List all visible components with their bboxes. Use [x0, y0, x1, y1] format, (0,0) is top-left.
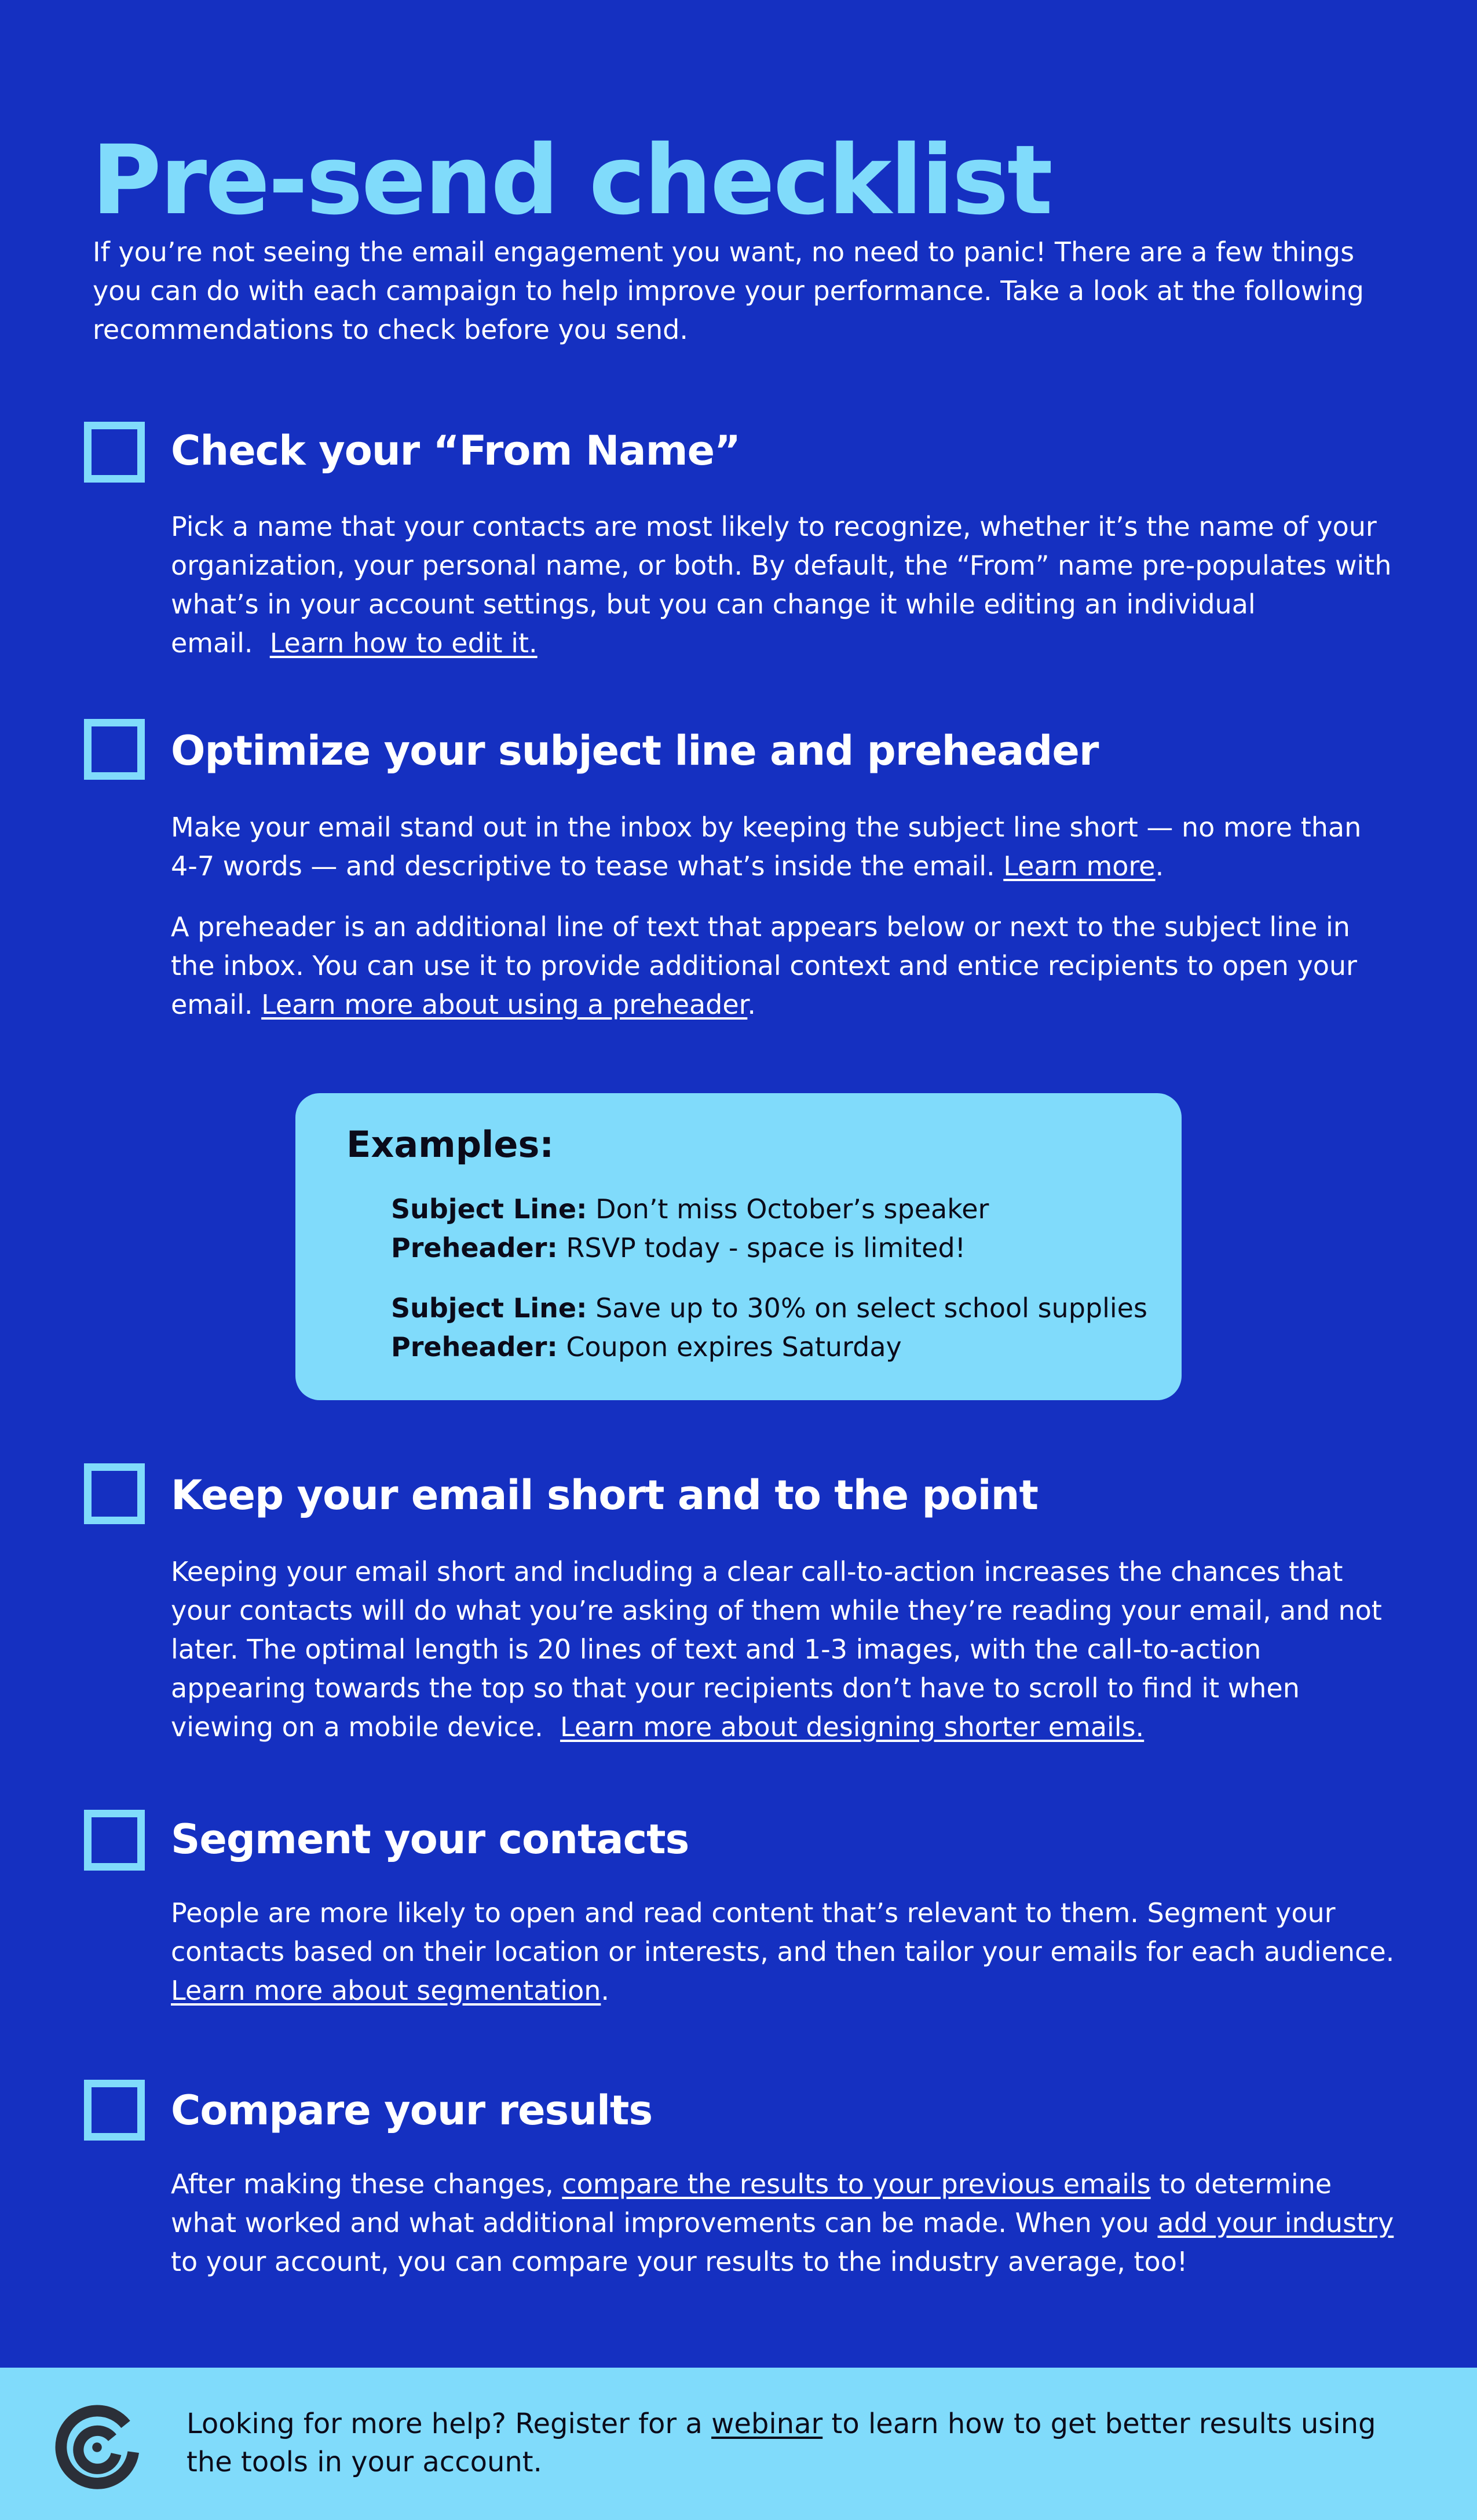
example-item — [391, 1289, 1147, 1367]
constant-contact-logo-icon — [49, 2400, 145, 2495]
page-title: Pre-send checklist — [92, 124, 1051, 236]
section-title: Keep your email short and to the point — [171, 1471, 1038, 1519]
learn-segmentation-link[interactable]: Learn more about segmentation — [171, 1975, 601, 2006]
subject-label: Subject Line: — [391, 1292, 587, 1324]
subject-label: Subject Line: — [391, 1193, 587, 1225]
checkbox-segment[interactable] — [84, 1810, 145, 1871]
compare-results-link[interactable]: compare the results to your previous emails — [562, 2168, 1151, 2200]
body-text: Make your email stand out in the inbox by keeping the subject line short — no more than 4-7 words — and descriptive to tease what’s inside the email. — [171, 812, 1362, 882]
subject-value: Save up to 30% on select school supplies — [595, 1292, 1147, 1324]
footer-text — [187, 2405, 1403, 2481]
footer-text-b: to learn how to get better results using the tools in your account. — [187, 2408, 1376, 2478]
subject-value: Don’t miss October’s speaker — [595, 1193, 989, 1225]
preheader-label: Preheader: — [391, 1232, 558, 1263]
learn-edit-link[interactable]: Learn how to edit it. — [269, 627, 538, 659]
body-text: Keeping your email short and including a clear call-to-action increases the chances that your contacts will do what you’re asking of them while they’re reading your email, and not later. The optimal length is 20 lines of text and 1-3 images, with the call-to-action appearing towards the top so that your recipients don’t have to scroll to find it when viewing on a mobile device. — [171, 1556, 1382, 1743]
intro-text: If you’re not seeing the email engagement you want, no need to panic! There are a few things you can do with each campaign to help improve your performance. Take a look at the following recommendations to check before you send. — [93, 236, 1364, 345]
body-text: After making these changes, — [171, 2168, 554, 2200]
example-item — [391, 1190, 989, 1268]
checkbox-from-name[interactable] — [84, 422, 145, 483]
section-body — [171, 1553, 1396, 1747]
checkbox-compare[interactable] — [84, 2080, 145, 2141]
examples-heading: Examples: — [346, 1123, 554, 1166]
body-text: to your account, you can compare your results to the industry average, too! — [171, 2246, 1188, 2277]
learn-shorter-emails-link[interactable]: Learn more about designing shorter emails. — [560, 1711, 1145, 1743]
body-text: People are more likely to open and read content that’s relevant to them. Segment your contacts based on their location or interests, and then tailor your emails for each audience. — [171, 1897, 1395, 1967]
checkbox-subject-line[interactable] — [84, 719, 145, 780]
section-body: Make your email stand out in the inbox by keeping the subject line short — no more than 4-7 words — and descriptive to tease what’s inside the email. Learn more. A preheader is an additional line of text that appears below or next to the subject line in the inbox. You can use it to provide additional context and entice recipients to open your email. Learn more about using a preheader. — [171, 812, 1362, 1020]
checkbox-short-email[interactable] — [84, 1463, 145, 1524]
section-body — [171, 507, 1396, 663]
webinar-link[interactable]: webinar — [711, 2408, 823, 2440]
section-title: Compare your results — [171, 2087, 653, 2134]
preheader-label: Preheader: — [391, 1331, 558, 1363]
examples-box — [295, 1093, 1182, 1400]
section-body — [171, 2165, 1396, 2281]
preheader-value: Coupon expires Saturday — [566, 1331, 902, 1363]
body-text: Pick a name that your contacts are most likely to recognize, whether it’s the name of your organization, your personal name, or both. By default, the “From” name pre-populates with what’s in your account settings, but you can change it while editing an individual email. — [171, 511, 1392, 659]
section-title: Optimize your subject line and preheader — [171, 727, 1099, 775]
add-industry-link[interactable]: add your industry — [1157, 2207, 1394, 2238]
section-body: People are more likely to open and read content that’s relevant to them. Segment your contacts based on their location or interests, and then tailor your emails for each audience. Learn more about segmentation. — [171, 1897, 1395, 2006]
learn-more-link[interactable]: Learn more — [1003, 850, 1156, 882]
footer-text-a: Looking for more help? Register for a — [187, 2408, 703, 2440]
body-text: to determine what worked and what additional improvements can be made. When you — [171, 2168, 1332, 2238]
body-text: A preheader is an additional line of text that appears below or next to the subject line in the inbox. You can use it to provide additional context and entice recipients to open your email. — [171, 911, 1357, 1020]
learn-preheader-link[interactable]: Learn more about using a preheader — [261, 989, 748, 1020]
section-title: Segment your contacts — [171, 1816, 689, 1863]
section-title: Check your “From Name” — [171, 427, 741, 474]
footer-banner — [0, 2368, 1477, 2520]
preheader-value: RSVP today - space is limited! — [566, 1232, 966, 1263]
